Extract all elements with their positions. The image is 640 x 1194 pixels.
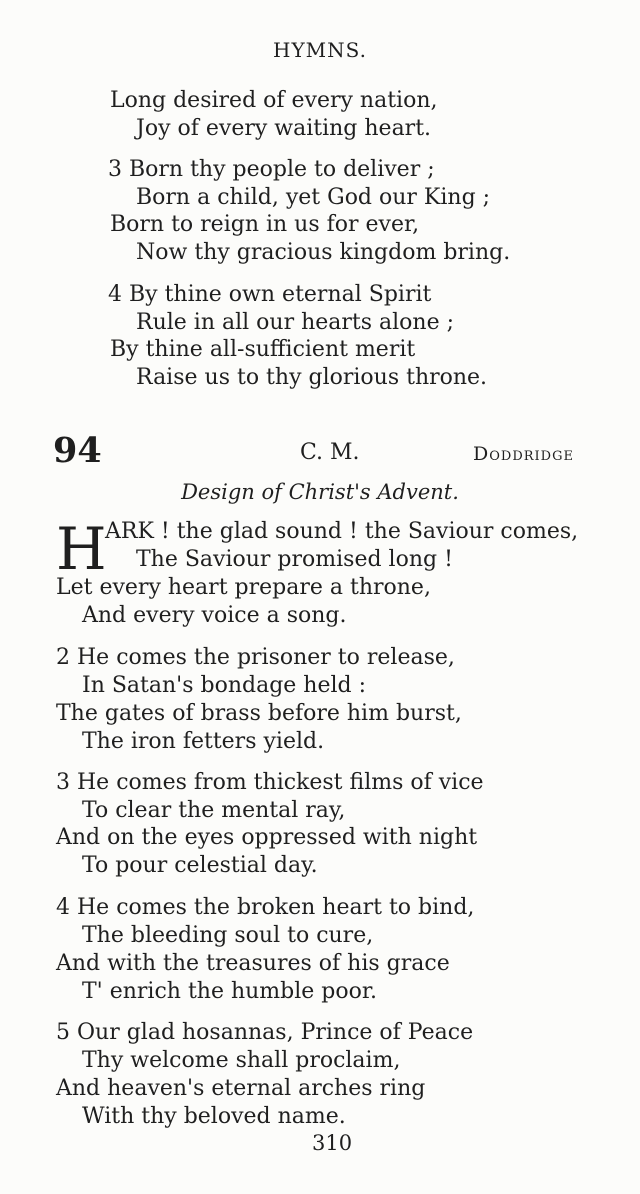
previous-hymn-line: Raise us to thy glorious throne. (136, 365, 488, 390)
previous-hymn-line: By thine all-sufficient merit (110, 337, 416, 362)
hymn-title: Design of Christ's Advent. (181, 480, 459, 504)
previous-hymn-line: 4 By thine own eternal Spirit (108, 282, 432, 307)
previous-hymn-line: Joy of every waiting heart. (136, 116, 432, 141)
previous-hymn-line: Born a child, yet God our King ; (136, 185, 491, 210)
hymn-meter: C. M. (300, 440, 360, 465)
previous-hymn-line: Now thy gracious kingdom bring. (136, 240, 511, 265)
hymn-line: 4 He comes the broken heart to bind, (56, 895, 475, 920)
hymn-line: The bleeding soul to cure, (82, 923, 374, 948)
hymn-line: 3 He comes from thickest films of vice (56, 770, 484, 795)
hymn-line: And on the eyes oppressed with night (56, 825, 478, 850)
hymn-line: In Satan's bondage held : (82, 673, 367, 698)
hymn-line: ARK ! the glad sound ! the Saviour comes, (105, 519, 579, 544)
previous-hymn-line: 3 Born thy people to deliver ; (108, 157, 435, 182)
hymn-number: 94 (53, 430, 102, 471)
hymn-line: To clear the mental ray, (82, 798, 346, 823)
hymn-line: Thy welcome shall proclaim, (82, 1048, 401, 1073)
hymn-line: And every voice a song. (82, 603, 347, 628)
previous-hymn-line: Long desired of every nation, (110, 88, 438, 113)
hymn-line: The Saviour promised long ! (136, 547, 453, 572)
hymn-author: Doddridge (473, 443, 574, 465)
page-number: 310 (312, 1131, 353, 1155)
previous-hymn-line: Born to reign in us for ever, (110, 212, 420, 237)
hymn-line: With thy beloved name. (82, 1104, 346, 1129)
hymn-line: And with the treasures of his grace (56, 951, 450, 976)
hymn-line: T' enrich the humble poor. (82, 979, 377, 1004)
hymn-line: To pour celestial day. (82, 853, 318, 878)
hymn-line: And heaven's eternal arches ring (56, 1076, 426, 1101)
previous-hymn-line: Rule in all our hearts alone ; (136, 310, 455, 335)
hymn-line: The gates of brass before him burst, (56, 701, 462, 726)
hymn-line: 5 Our glad hosannas, Prince of Peace (56, 1020, 474, 1045)
running-head: HYMNS. (273, 38, 367, 62)
hymn-line: The iron fetters yield. (82, 729, 325, 754)
drop-cap: H (56, 515, 107, 583)
hymn-line: 2 He comes the prisoner to release, (56, 645, 455, 670)
hymn-line: Let every heart prepare a throne, (56, 575, 431, 600)
